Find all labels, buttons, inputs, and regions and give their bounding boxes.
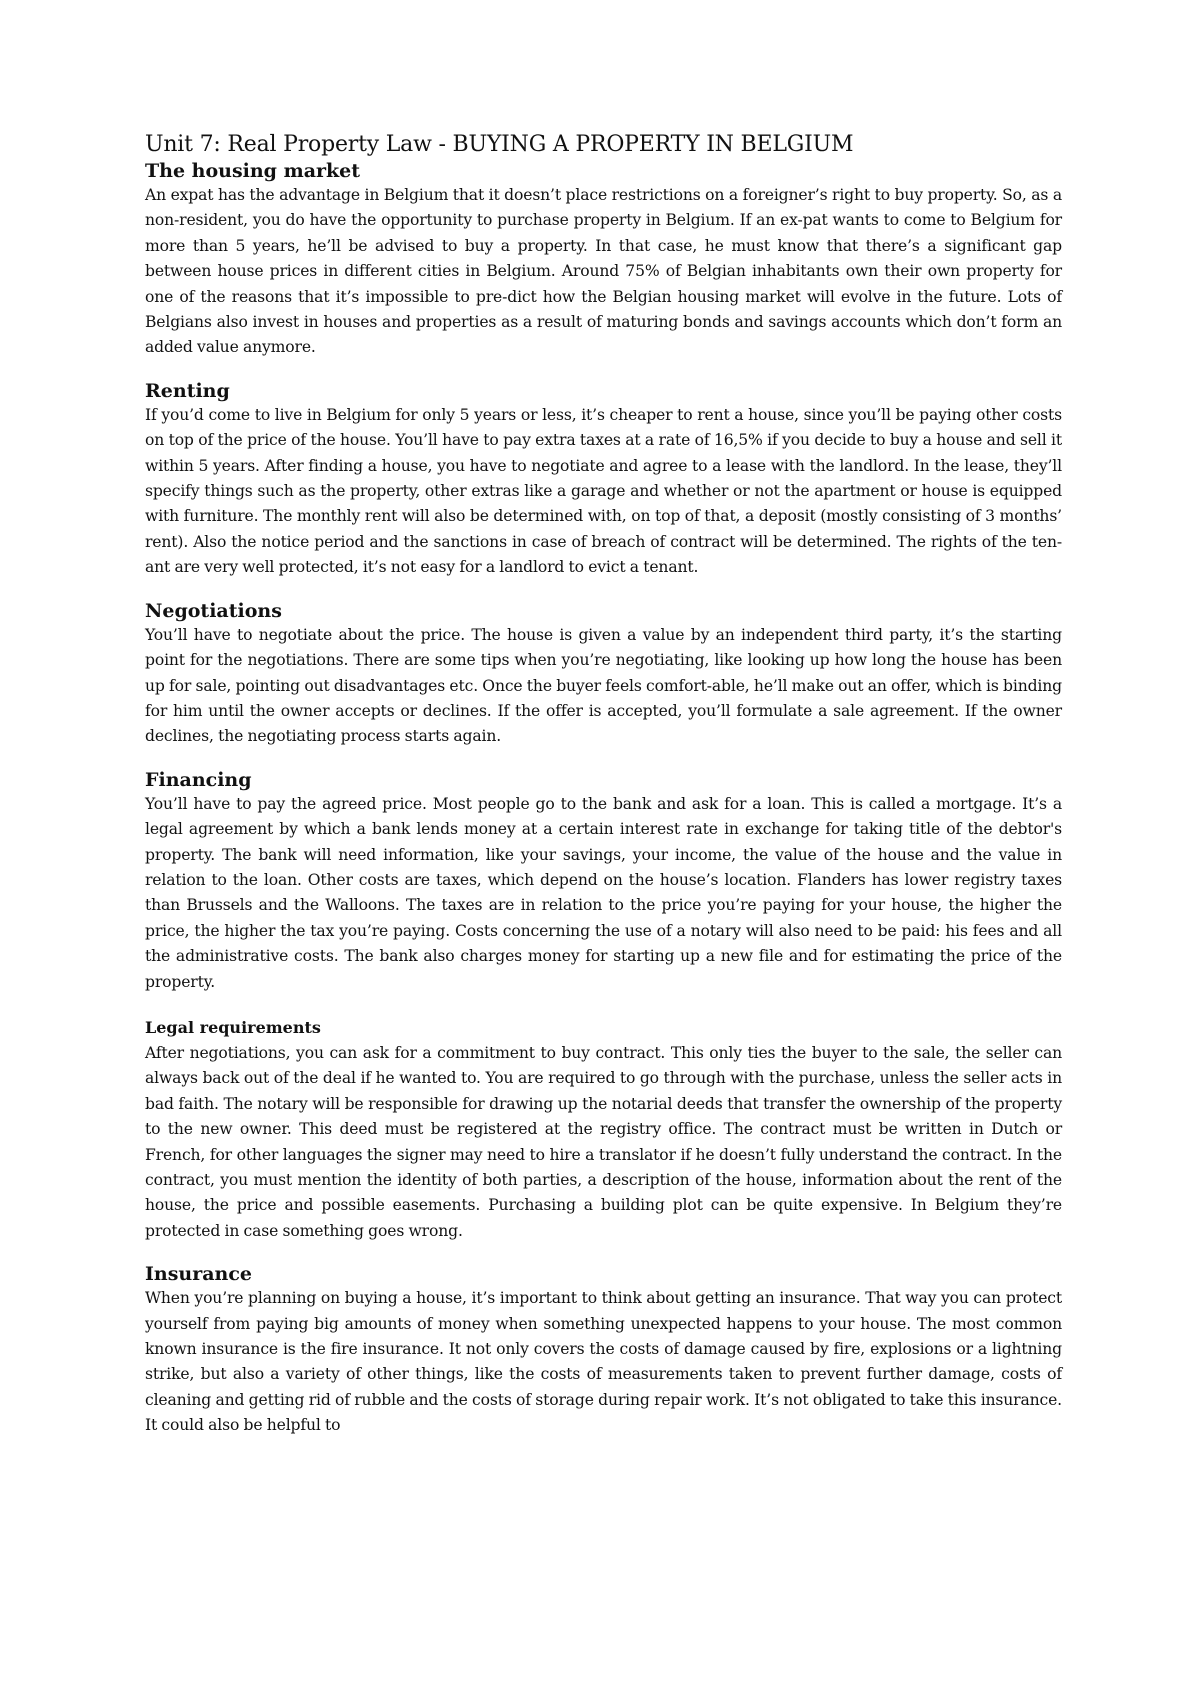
section-legal-requirements	[145, 1017, 1062, 1244]
section-heading: The housing market	[145, 160, 361, 182]
section-body: After negotiations, you can ask for a commitment to buy contract. This only ties the buyer to the sale, the seller can always back out of the deal if he wanted to. You are required to go through with the purchase, unless the seller acts in bad faith. The notary will be responsible for drawing up the notarial deeds that transfer the ownership of the property to the new owner. This deed must be registered at the registry office. The contract must be written in Dutch or French, for other languages the signer may need to hire a translator if he doesn’t fully understand the contract. In the contract, you must mention the identity of both parties, a description of the house, information about the rent of the house, the price and possible easements. Purchasing a building plot can be quite expensive. In Belgium they’re protected in case something goes wrong.	[145, 1043, 1062, 1240]
section-heading: Renting	[145, 379, 230, 402]
section-heading: Legal requirements	[145, 1017, 321, 1037]
section-heading: Insurance	[145, 1263, 253, 1286]
section-body: You’ll have to pay the agreed price. Most people go to the bank and ask for a loan. This is called a mortgage. It’s a legal agreement by which a bank lends money at a certain interest rate in exchange for taking title of the debtor's property. The bank will need information, like your savings, your income, the value of the house and the value in relation to the loan. Other costs are taxes, which depend on the house’s location. Flanders has lower registry taxes than Brussels and the Walloons. The taxes are in relation to the price you’re paying for your house, the higher the price, the higher the tax you’re paying. Costs concerning the use of a notary will also need to be paid: his fees and all the administrative costs. The bank also charges money for starting up a new file and for estimating the price of the property.	[145, 794, 1062, 991]
section-financing	[145, 768, 1062, 995]
section-body: You’ll have to negotiate about the price. The house is given a value by an independent third party, it’s the starting point for the negotiations. There are some tips when you’re negotiating, like looking up how long the house has been up for sale, pointing out disadvantages etc. Once the buyer feels comfort-able, he’ll make out an offer, which is binding for him until the owner accepts or declines. If the offer is accepted, you’ll formulate a sale agreement. If the owner declines, the negotiating process starts again.	[145, 625, 1062, 746]
section-negotiations	[145, 599, 1062, 750]
section-body: When you’re planning on buying a house, it’s important to think about getting an insurance. That way you can protect yourself from paying big amounts of money when something unexpected happens to your house. The most common known insurance is the fire insurance. It not only covers the costs of damage caused by fire, explosions or a lightning strike, but also a variety of other things, like the costs of measurements taken to prevent further damage, costs of cleaning and getting rid of rubble and the costs of storage during repair work. It’s not obligated to take this insurance. It could also be helpful to	[145, 1289, 1062, 1435]
section-renting	[145, 379, 1062, 581]
section-body: If you’d come to live in Belgium for only 5 years or less, it’s cheaper to rent a house, since you’ll be paying other costs on top of the price of the house. You’ll have to pay extra taxes at a rate of 16,5% if you decide to buy a house and sell it within 5 years. After finding a house, you have to negotiate and agree to a lease with the landlord. In the lease, they’ll specify things such as the property, other extras like a garage and whether or not the apartment or house is equipped with furniture. The monthly rent will also be determined with, on top of that, a deposit (mostly consisting of 3 months’ rent). Also the notice period and the sanctions in case of breach of contract will be determined. The rights of the ten-ant are very well protected, it’s not easy for a landlord to evict a tenant.	[145, 405, 1062, 577]
section-heading: Financing	[145, 768, 252, 791]
document-title: Unit 7: Real Property Law - BUYING A PROPERTY IN BELGIUM	[145, 132, 854, 157]
section-insurance	[145, 1262, 1062, 1438]
section-body: An expat has the advantage in Belgium that it doesn’t place restrictions on a foreigner’s right to buy property. So, as a non-resident, you do have the opportunity to purchase property in Belgium. If an ex-pat wants to come to Belgium for more than 5 years, he’ll be advised to buy a property. In that case, he must know that there’s a significant gap between house prices in different cities in Belgium. Around 75% of Belgian inhabitants own their own property for one of the reasons that it’s impossible to pre-dict how the Belgian housing market will evolve in the future. Lots of Belgians also invest in houses and properties as a result of maturing bonds and savings accounts which don’t form an added value anymore.	[145, 186, 1062, 357]
section-heading: Negotiations	[145, 599, 282, 622]
section-housing-market	[145, 159, 1062, 361]
document-page	[145, 131, 1062, 1439]
